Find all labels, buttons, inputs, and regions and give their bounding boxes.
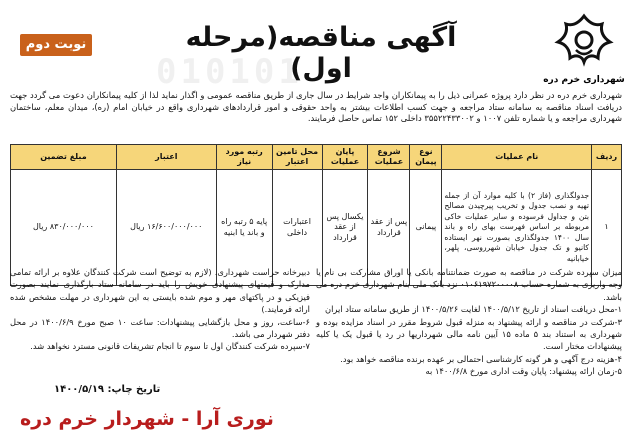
conditions-left-column	[10, 266, 310, 353]
cell-guarantee: ۸۳۰/۰۰۰/۰۰۰ ریال	[11, 170, 117, 286]
condition-item: ۵-زمان ارائه پیشنهاد: پایان وقت اداری مورخ ۱۴۰۰/۶/۸ به	[425, 366, 622, 377]
condition-item: میزان سپرده شرکت در مناقصه به صورت ضمانتنامه بانکی یا اوراق مشارکت بی نام یا وجه واریزی به شماره حساب ۰۱۰۶۱۹۷۲۰۰۰۰۸ نزد بانک ملی بنام شهرداری خرم دره می باشد.	[316, 267, 622, 302]
col-operation-name: نام عملیات	[442, 145, 592, 170]
condition-item: دبیرخانه حراست شهرداری. (لازم به توضیح است شرکت کنندگان علاوه بر ارائه تمامی مدارک و قیمتهای پیشنهادی خویش را باید در سامانه ستاد بارگذاری نمایند بصورت فیزیکی و در پاکتهای مهر و موم شده بایستی به این شهرداری در مهلت مشخص شده ارائه فرمایند.)	[10, 267, 310, 315]
tender-notice	[6, 4, 626, 442]
conditions-right-column	[316, 266, 622, 378]
col-end: پایان عملیات	[322, 145, 368, 170]
watermark: 010101	[156, 52, 303, 92]
table-header-row	[11, 145, 622, 170]
condition-item: ۳-شرکت در مناقصه و ارائه پیشنهاد به منزله قبول شروط مقرر در اسناد مزایده بوده و شهرداری به استناد بند ۵ ماده ۱۵ آیین نامه مالی شهرداریها در رد یا قبول یک یا کلیه پیشنهادات مختار است.	[316, 316, 622, 352]
col-funding-source: محل تامین اعتبار	[272, 145, 322, 170]
cell-credit: ۱۶/۶۰۰/۰۰۰/۰۰۰ ریال	[116, 170, 216, 286]
col-contract-type: نوع پیمان	[410, 145, 442, 170]
col-required-grade: رتبه مورد نیاز	[216, 145, 272, 170]
cell-funding-source: اعتبارات داخلی	[272, 170, 322, 286]
col-guarantee: مبلغ تضمین	[11, 145, 117, 170]
condition-item: ۶-ساعت، روز و محل بازگشایی پیشنهادات: ساعت ۱۰ صبح مورخ ۱۴۰۰/۶/۹ در محل دفتر شهردار می باشد.	[10, 316, 311, 340]
municipality-logo	[543, 12, 625, 90]
col-start: شروع عملیات	[368, 145, 410, 170]
condition-item: ۴-هزینه درج آگهی و هر گونه کارشناسی احتمالی بر عهده برنده مناقصه خواهد بود.	[340, 353, 622, 364]
intro-paragraph: شهرداری خرم دره در نظر دارد پروژه عمرانی ذیل را به پیمانکاران واجد شرایط در سال جاری از طریق مناقصه عمومی و اگذار نماید لذا از کلیه پیمانکاران دعوت می گردد جهت دریافت اسناد مناقصه به سامانه ستاد مراجعه و جهت کسب اطلاعات بیشتر به واحد حقوقی و امور قراردادهای شهرداری واقع در خیابان امام (ره)، میدان معلم، ساختمان شهرداری مراجعه و یا شماره تلفن ۱۰۰۷ و ۳۵۵۲۲۴۳۳۰۰۲ داخلی ۱۵۲ تماس حاصل فرمایند.	[10, 90, 622, 124]
col-row: ردیف	[592, 145, 622, 170]
cell-row: ۱	[592, 170, 622, 286]
round-badge: نوبت دوم	[20, 34, 92, 56]
cell-end: یکسال پس از عقد قرارداد	[322, 170, 368, 286]
cell-required-grade: پایه ۵ رتبه راه و باند یا ابنیه	[216, 170, 272, 286]
print-date: تاریخ چاپ: ۱۴۰۰/۵/۱۹	[54, 384, 161, 395]
signature-footer: نوری آرا - شهردار خرم دره	[20, 408, 274, 430]
condition-item: ۱-محل دریافت اسناد از تاریخ ۱۴۰۰/۵/۱۲ لغایت ۱۴۰۰/۵/۲۶ از طریق سامانه ستاد ایران	[325, 304, 622, 315]
cell-start: پس از عقد قرارداد	[368, 170, 410, 286]
cell-contract-type: پیمانی	[410, 170, 442, 286]
notice-title: آگهی مناقصه(مرحله اول)	[185, 22, 457, 84]
col-credit: اعتبار	[116, 145, 216, 170]
tender-table	[10, 144, 622, 286]
svg-text:شهرداری خرم دره: شهرداری خرم دره	[543, 75, 625, 85]
cell-operation-name: جدولگذاری (فاز ۲) با کلیه موارد آن از جمله تهیه و نصب جدول و تخریب پیرچیدن مصالح بتن و جداول فرسوده و سایر عملیات خاکی مربوطه بر اساس فهرست بهای راه و باند سال ۱۴۰۰ جدولگذاری بصورت نهر ایستاده کانیو و تک جدول خیابان شهرروسی، پلهر، خیابانیه	[442, 170, 592, 286]
condition-item: ۷-سپرده شرکت کنندگان اول تا سوم تا انجام تشریفات قانونی مسترد نخواهد شد.	[30, 341, 310, 352]
